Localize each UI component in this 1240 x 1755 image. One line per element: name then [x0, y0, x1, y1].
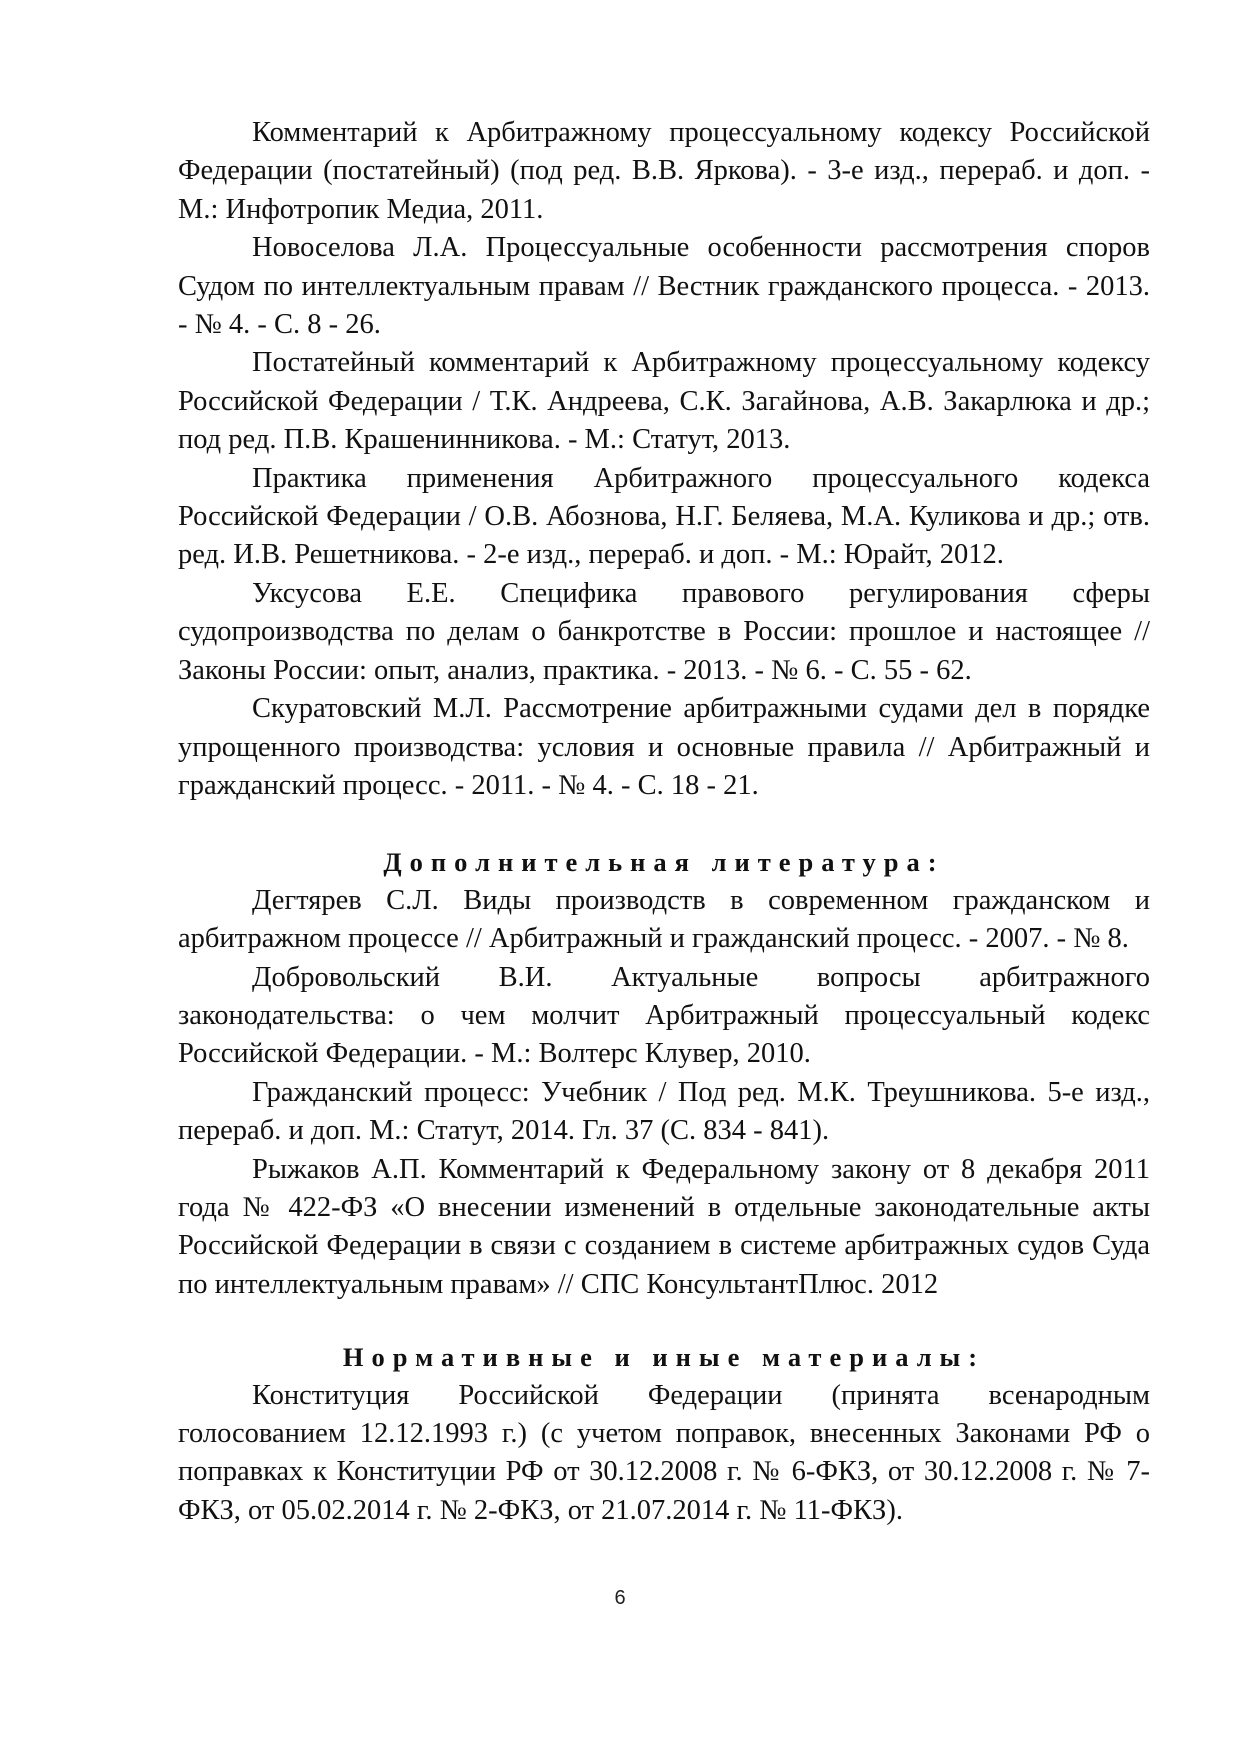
- page-number: 6: [614, 1587, 626, 1609]
- bibliography-entry: Дегтярев С.Л. Виды производств в современном гражданском и арбитражном процессе // Арбитражный и гражданский процесс. - 2007. - № 8.: [178, 884, 1150, 955]
- bibliography-entry: Рыжаков А.П. Комментарий к Федеральному закону от 8 декабря 2011 года № 422-ФЗ «О внесении изменений в отдельные законодательные акты Российской Федерации в связи с созданием в системе арбитражных судов Суда по интеллектуальным правам» // СПС КонсультантПлюс. 2012: [178, 1153, 1150, 1300]
- additional-literature-section: [178, 843, 1150, 1304]
- bibliography-entry: Добровольский В.И. Актуальные вопросы арбитражного законодательства: о чем молчит Арбитражный процессуальный кодекс Российской Федерации. - М.: Волтерс Клувер, 2010.: [178, 961, 1150, 1070]
- bibliography-entry: Комментарий к Арбитражному процессуальному кодексу Российской Федерации (постатейный) (под ред. В.В. Яркова). - 3-е изд., перераб. и доп. - М.: Инфотропик Медиа, 2011.: [178, 117, 1150, 225]
- normative-materials-section: [178, 1338, 1150, 1530]
- bibliography-entry: Скуратовский М.Л. Рассмотрение арбитражными судами дел в порядке упрощенного производства: условия и основные правила // Арбитражный и гражданский процесс. - 2011. - № 4. - С. 18 - 21.: [178, 693, 1150, 801]
- bibliography-entry: Гражданский процесс: Учебник / Под ред. М.К. Треушникова. 5-е изд., перераб. и доп. М.: Статут, 2014. Гл. 37 (С. 834 - 841).: [178, 1076, 1150, 1147]
- main-literature-list: [178, 114, 1150, 805]
- bibliography-entry: Уксусова Е.Е. Специфика правового регулирования сферы судопроизводства по делам о банкротстве в России: прошлое и настоящее // Законы России: опыт, анализ, практика. - 2013. - № 6. - С. 55 - 62.: [178, 577, 1150, 686]
- additional-literature-heading: Дополнительная литература:: [383, 847, 945, 878]
- bibliography-entry: Практика применения Арбитражного процессуального кодекса Российской Федерации / О.В. Абознова, Н.Г. Беляева, М.А. Куликова и др.; отв. ред. И.В. Решетникова. - 2-е изд., перераб. и доп. - М.: Юрайт, 2012.: [178, 462, 1150, 571]
- bibliography-content: [178, 114, 1150, 1530]
- bibliography-entry: Конституция Российской Федерации (принята всенародным голосованием 12.12.1993 г.) (с учетом поправок, внесенных Законами РФ о поправках к Конституции РФ от 30.12.2008 г. № 6-ФКЗ, от 30.12.2008 г. № 7-ФКЗ, от 05.02.2014 г. № 2-ФКЗ, от 21.07.2014 г. № 11-ФКЗ).: [178, 1379, 1150, 1526]
- bibliography-entry: Новоселова Л.А. Процессуальные особенности рассмотрения споров Судом по интеллектуальным правам // Вестник гражданского процесса. - 2013. - № 4. - С. 8 - 26.: [178, 232, 1150, 341]
- bibliography-entry: Постатейный комментарий к Арбитражному процессуальному кодексу Российской Федерации / Т.К. Андреева, С.К. Загайнова, А.В. Закарлюка и др.; под ред. П.В. Крашенинникова. - М.: Статут, 2013.: [178, 347, 1150, 456]
- normative-materials-heading: Нормативные и иные материалы:: [342, 1342, 986, 1373]
